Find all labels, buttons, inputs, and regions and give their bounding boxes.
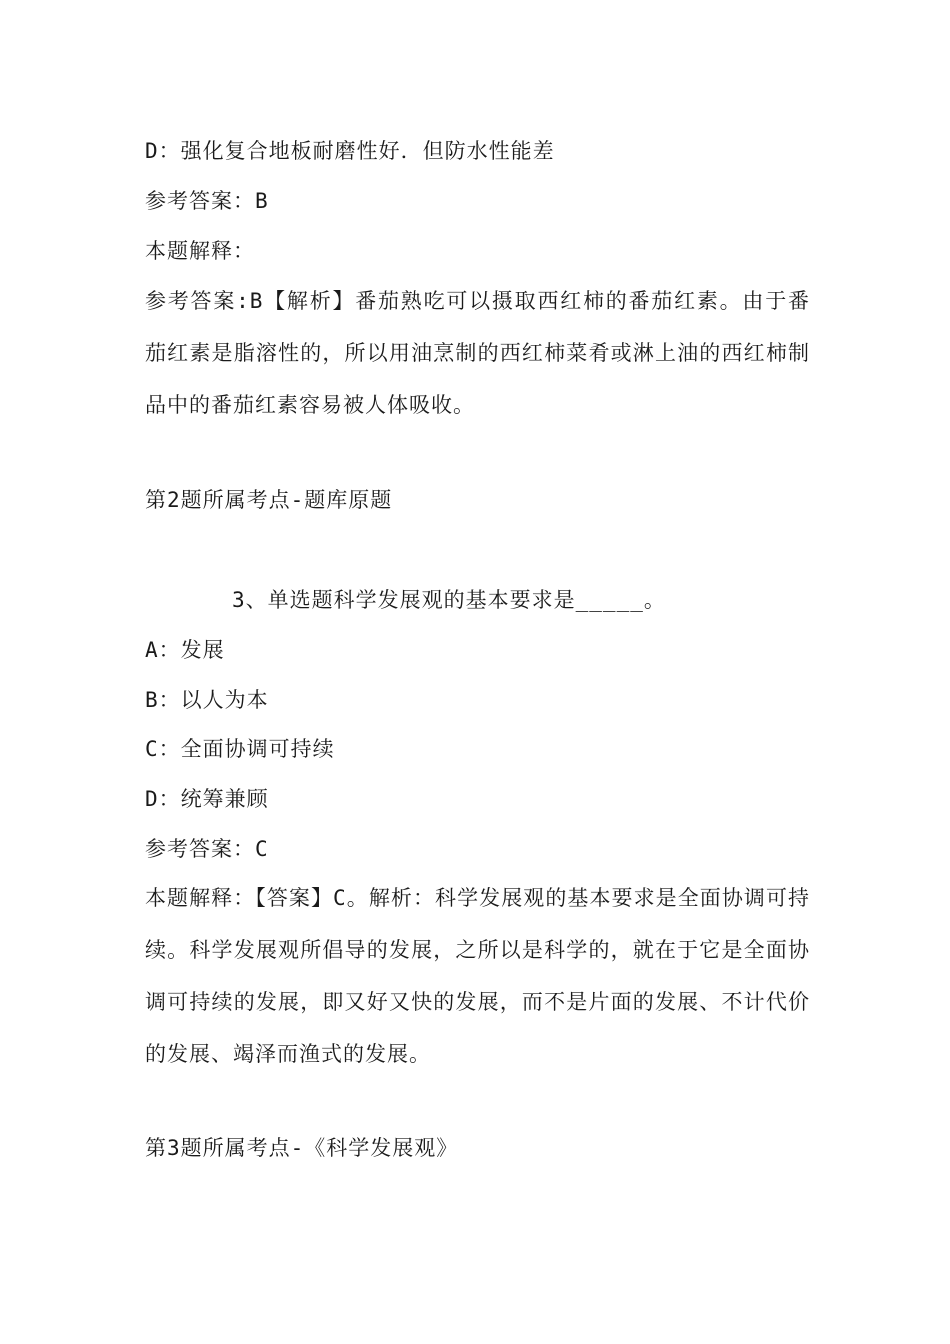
q3-topic: 第3题所属考点-《科学发展观》 <box>145 1136 459 1160</box>
q3-option-c: C：全面协调可持续 <box>145 737 335 761</box>
q3-explanation: 本题解释：【答案】C。解析：科学发展观的基本要求是全面协调可持续。科学发展观所倡导的发展，之所以是科学的，就在于它是全面协调可持续的发展，即又好又快的发展，而不是片面的发展、不计代价的发展、竭泽而渔式的发展。 <box>145 886 810 1066</box>
q3-option-b: B：以人为本 <box>145 688 269 712</box>
q2-answer: 参考答案：B <box>145 189 269 213</box>
q2-explain-label: 本题解释： <box>145 239 255 263</box>
q2-option-d: D：强化复合地板耐磨性好．但防水性能差 <box>145 139 555 163</box>
q2-topic: 第2题所属考点-题库原题 <box>145 488 393 512</box>
q3-question: 3、单选题科学发展观的基本要求是_____。 <box>232 588 666 612</box>
q3-option-d: D：统筹兼顾 <box>145 787 269 811</box>
q3-answer: 参考答案：C <box>145 837 269 861</box>
q3-option-a: A：发展 <box>145 638 225 662</box>
q2-explanation: 参考答案:B【解析】番茄熟吃可以摄取西红柿的番茄红素。由于番茄红素是脂溶性的，所以用油烹制的西红柿菜肴或淋上油的西红柿制品中的番茄红素容易被人体吸收。 <box>145 289 810 417</box>
